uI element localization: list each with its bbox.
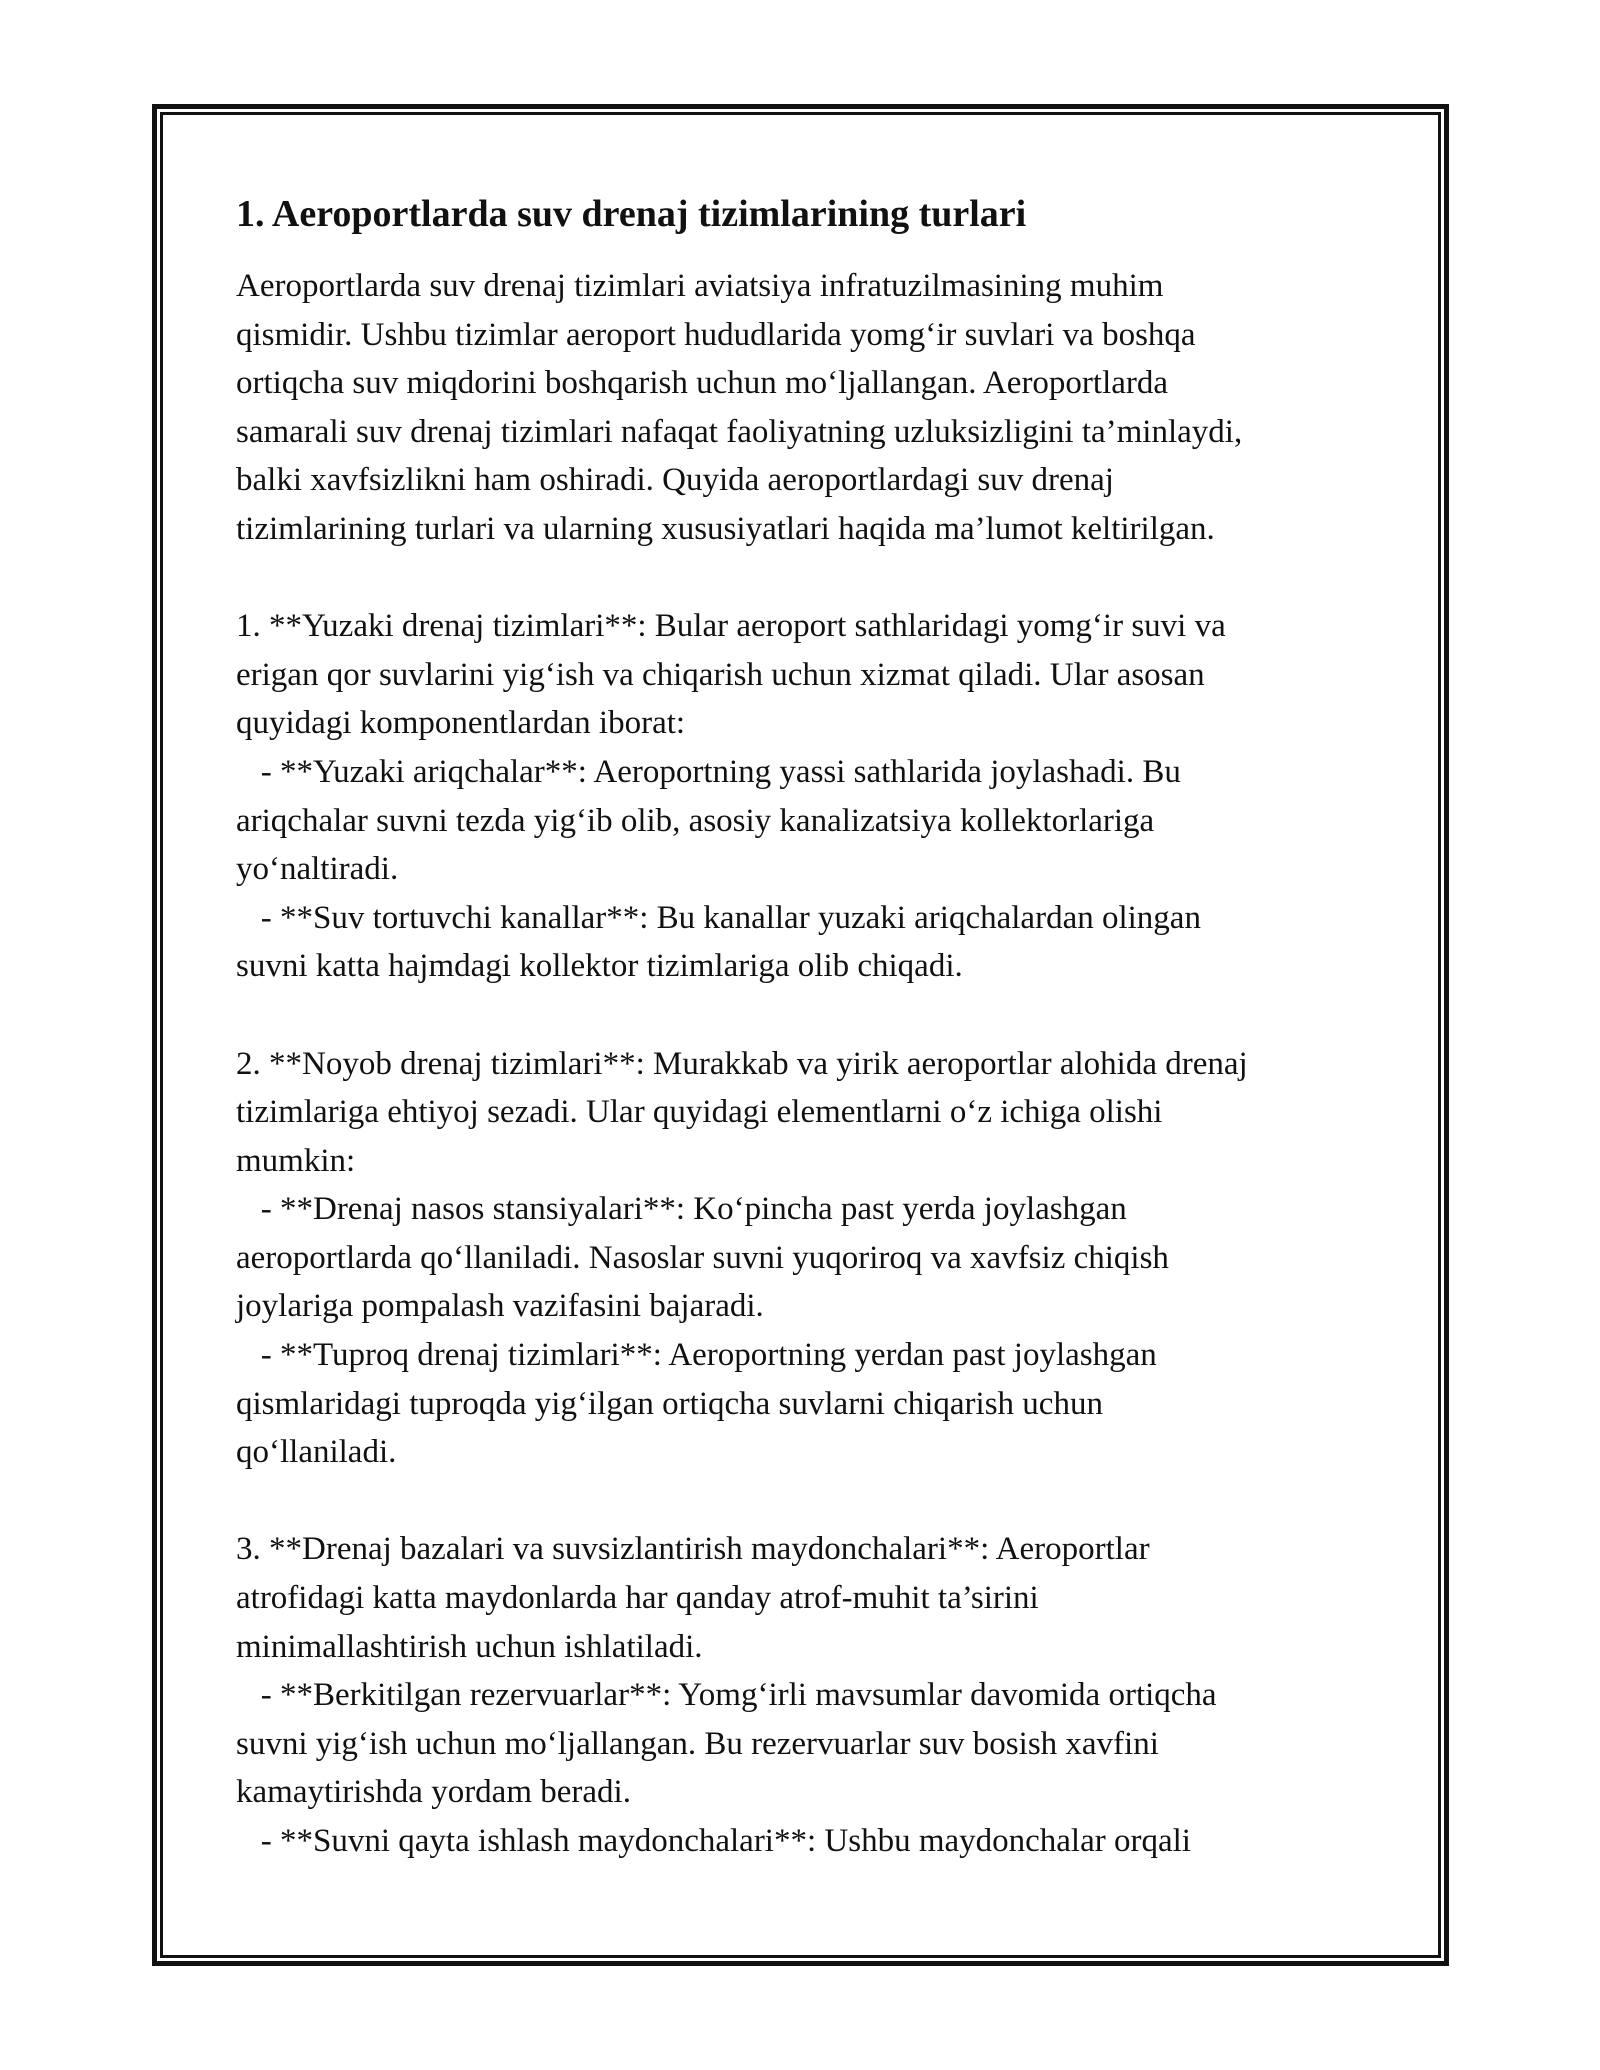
paragraph-spacer <box>236 554 1376 603</box>
text-line: - **Suvni qayta ishlash maydonchalari**: Ushbu maydonchalar orqali <box>236 1823 1191 1859</box>
text-line: - **Berkitilgan rezervuarlar**: Yomg‘irli mavsumlar davomida ortiqcha <box>236 1677 1217 1714</box>
intro-paragraph <box>236 262 1376 554</box>
text-line: tizimlarining turlari va ularning xususiyatlari haqida ma’lumot keltirilgan. <box>236 510 1215 547</box>
section-2-special-drainage <box>236 1040 1376 1477</box>
text-line: erigan qor suvlarini yig‘ish va chiqarish uchun xizmat qiladi. Ular asosan <box>236 656 1205 693</box>
text-line: ortiqcha suv miqdorini boshqarish uchun mo‘ljallangan. Aeroportlarda <box>236 365 1169 402</box>
text-line: ariqchalar suvni tezda yig‘ib olib, asosiy kanalizatsiya kollektorlariga <box>236 802 1155 839</box>
text-line: samarali suv drenaj tizimlari nafaqat faoliyatning uzluksizligini ta’minlaydi, <box>236 413 1243 450</box>
section-heading: 1. Aeroportlarda suv drenaj tizimlarining turlari <box>236 193 1027 235</box>
text-line: - **Drenaj nasos stansiyalari**: Ko‘pincha past yerda joylashgan <box>236 1191 1127 1228</box>
text-line: qo‘llaniladi. <box>236 1434 397 1471</box>
text-line: - **Suv tortuvchi kanallar**: Bu kanallar yuzaki ariqchalardan olingan <box>236 899 1201 936</box>
text-line: kamaytirishda yordam beradi. <box>236 1774 631 1811</box>
text-line: Aeroportlarda suv drenaj tizimlari aviatsiya infratuzilmasining muhim <box>236 268 1164 304</box>
text-line: balki xavfsizlikni ham oshiradi. Quyida aeroportlardagi suv drenaj <box>236 462 1114 499</box>
document-body <box>236 190 1376 1866</box>
text-line: suvni yig‘ish uchun mo‘ljallangan. Bu rezervuarlar suv bosish xavfini <box>236 1725 1159 1762</box>
text-line: mumkin: <box>236 1142 356 1179</box>
text-line: - **Yuzaki ariqchalar**: Aeroportning yassi sathlarida joylashadi. Bu <box>236 753 1181 790</box>
section-1-surface-drainage <box>236 602 1376 991</box>
text-line: aeroportlarda qo‘llaniladi. Nasoslar suvni yuqoriroq va xavfsiz chiqish <box>236 1239 1169 1276</box>
text-line: yo‘naltiradi. <box>236 851 399 888</box>
text-line: 2. **Noyob drenaj tizimlari**: Murakkab va yirik aeroportlar alohida drenaj <box>236 1045 1248 1082</box>
section-3-drainage-bases <box>236 1525 1376 1865</box>
text-line: suvni katta hajmdagi kollektor tizimlariga olib chiqadi. <box>236 948 963 985</box>
text-line: 1. **Yuzaki drenaj tizimlari**: Bular aeroport sathlaridagi yomg‘ir suvi va <box>236 608 1226 645</box>
paragraph-spacer <box>236 1477 1376 1526</box>
text-line: quyidagi komponentlardan iborat: <box>236 705 686 742</box>
text-line: qismidir. Ushbu tizimlar aeroport hududlarida yomg‘ir suvlari va boshqa <box>236 316 1196 353</box>
text-line: minimallashtirish uchun ishlatiladi. <box>236 1628 703 1665</box>
text-line: tizimlariga ehtiyoj sezadi. Ular quyidagi elementlarni o‘z ichiga olishi <box>236 1094 1163 1131</box>
text-line: - **Tuproq drenaj tizimlari**: Aeroportning yerdan past joylashgan <box>236 1337 1157 1374</box>
text-line: qismlaridagi tuproqda yig‘ilgan ortiqcha suvlarni chiqarish uchun <box>236 1385 1103 1422</box>
text-line: joylariga pompalash vazifasini bajaradi. <box>236 1288 764 1325</box>
text-line: atrofidagi katta maydonlarda har qanday atrof-muhit ta’sirini <box>236 1580 1039 1617</box>
text-line: 3. **Drenaj bazalari va suvsizlantirish maydonchalari**: Aeroportlar <box>236 1531 1150 1568</box>
paragraph-spacer <box>236 991 1376 1040</box>
